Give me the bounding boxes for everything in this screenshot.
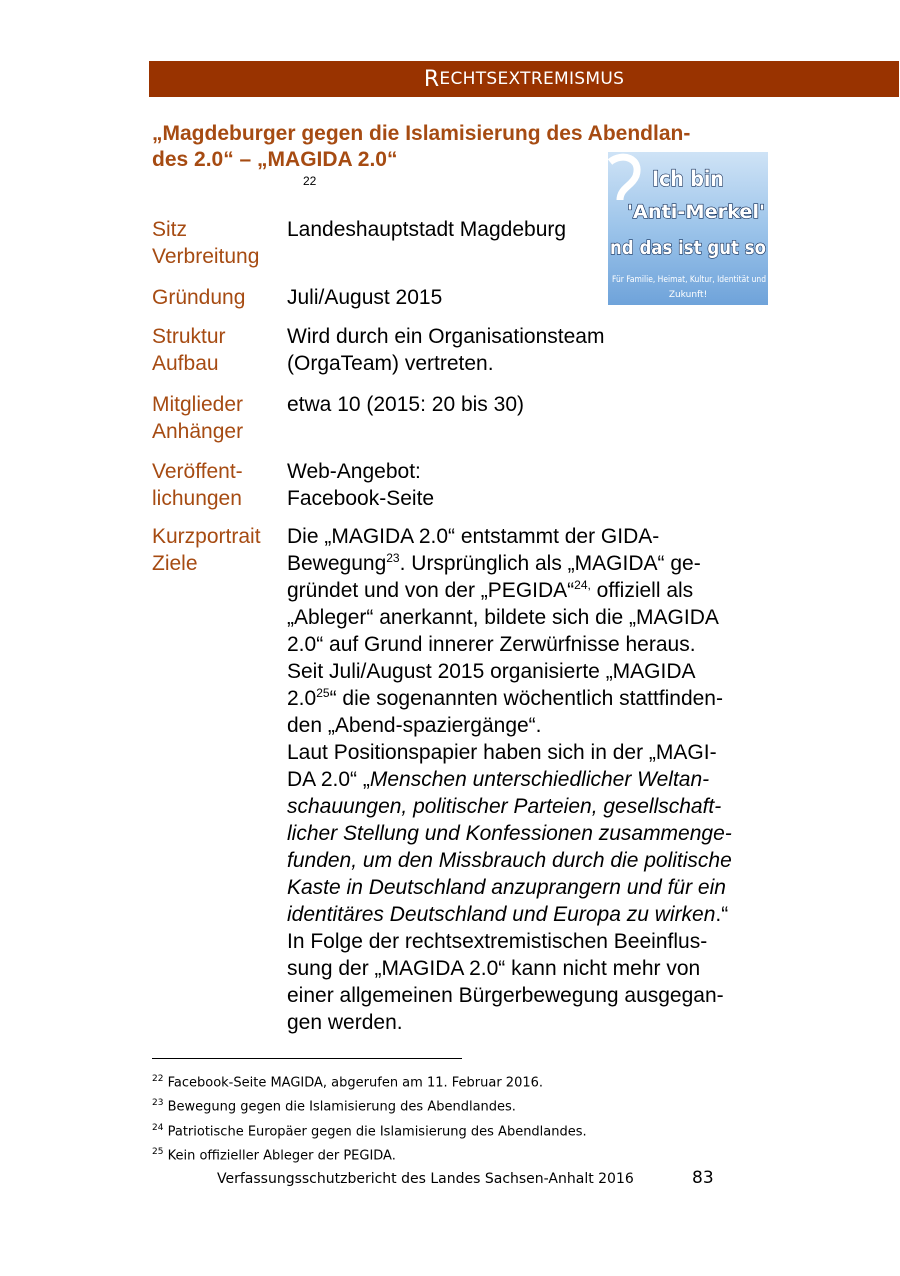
footnote-25: $^{25}$ Kein offizieller Ableger der PEGIDA. — [152, 1146, 396, 1164]
picture-text-5: Zukunft! — [668, 290, 708, 300]
label-sitz-verbreitung: Sitz Verbreitung — [152, 218, 260, 268]
value-struktur: Wird durch ein Organisationsteam (OrgaTeam) vertreten. — [287, 325, 605, 375]
anti-merkel-picture — [608, 152, 768, 305]
label-kurzportrait-ziele: Kurzportrait Ziele — [152, 525, 261, 575]
title-line-2: des 2.0“ – „MAGIDA 2.0“ — [152, 148, 398, 171]
footnote-ref-23: 23 — [386, 551, 400, 565]
footnote-23: $^{23}$ Bewegung gegen die Islamisierung des Abendlandes. — [152, 1098, 516, 1115]
footnote-22: $^{22}$ Facebook-Seite MAGIDA, abgerufen am 11. Februar 2016. — [152, 1074, 544, 1091]
value-sitz: Landeshauptstadt Magdeburg — [287, 218, 567, 241]
picture-text-4: Für Familie, Heimat, Kultur, Identität und — [612, 275, 766, 285]
label-veroeffentlichungen: Veröffent- lichungen — [152, 460, 243, 510]
kurzportrait-text: Die „MAGIDA 2.0“ entstammt der GIDA- Bewegung$^{23}$. Ursprünglich als „MAGIDA“ ge- gründet und von der „PEGIDA“$^{24,}$ offiziell als „Ableger“ anerkannt, bildete sich die „MAGIDA 2.0“ auf Grund innerer Zerwürfnisse heraus. Seit Juli/August 2015 organisierte „MAGIDA $2.0^{25}“$ die sogenannten wöchentlich stattfinden- den „Abend-spaziergänge“. Laut Positionspapier haben sich in der „MAGI- DA 2.0“ „Menschen unterschiedlicher Weltan- schauungen, politischer Parteien, gesellschaft- licher Stellung und Konfessionen zusammenge- funden, um den Missbrauch durch die politische Kaste in Deutschland anzuprangern und für ein identitäres Deutschland und Europa zu wirken.“ In Folge der rechtsextremistischen Beeinflus- sung der „MAGIDA 2.0“ kann nicht mehr von einer allgemeinen Bürgerbewegung ausgegan- gen werden. — [287, 525, 732, 1034]
footnote-divider — [152, 1058, 462, 1059]
value-mitglieder: etwa 10 (2015: 20 bis 30) — [287, 393, 524, 416]
footnote-24: $^{24}$ Patriotische Europäer gegen die Islamisierung des Abendlandes. — [152, 1122, 587, 1139]
footnote-ref-25: 25 — [316, 686, 330, 700]
value-veroeffentlichungen: Web-Angebot: Facebook-Seite — [287, 460, 435, 510]
label-mitglieder-anhaenger: Mitglieder Anhänger — [152, 393, 244, 443]
label-struktur-aufbau: Struktur Aufbau — [152, 325, 226, 375]
picture-text-1: Ich bin — [652, 167, 724, 191]
page-number: 83 — [692, 1168, 714, 1188]
label-gruendung: Gründung — [152, 286, 246, 309]
picture-text-2: 'Anti-Merkel' — [627, 201, 765, 223]
section-banner — [149, 61, 899, 97]
section-title: ECHTSEXTREMISMUS — [439, 69, 625, 89]
quote-text: Menschen unterschiedlicher Weltan- — [369, 768, 710, 791]
title-footnote-ref: 22 — [303, 174, 317, 188]
value-gruendung: Juli/August 2015 — [287, 286, 443, 309]
picture-text-3: nd das ist gut so — [610, 237, 767, 259]
footnote-ref-24: 24, — [574, 578, 591, 592]
page-footer: Verfassungsschutzbericht des Landes Sachsen-Anhalt 2016 — [217, 1171, 634, 1187]
section-initial: R — [423, 66, 440, 92]
footnotes — [152, 1069, 587, 1166]
title-line-1: „Magdeburger gegen die Islamisierung des Abendlan- — [152, 122, 691, 145]
